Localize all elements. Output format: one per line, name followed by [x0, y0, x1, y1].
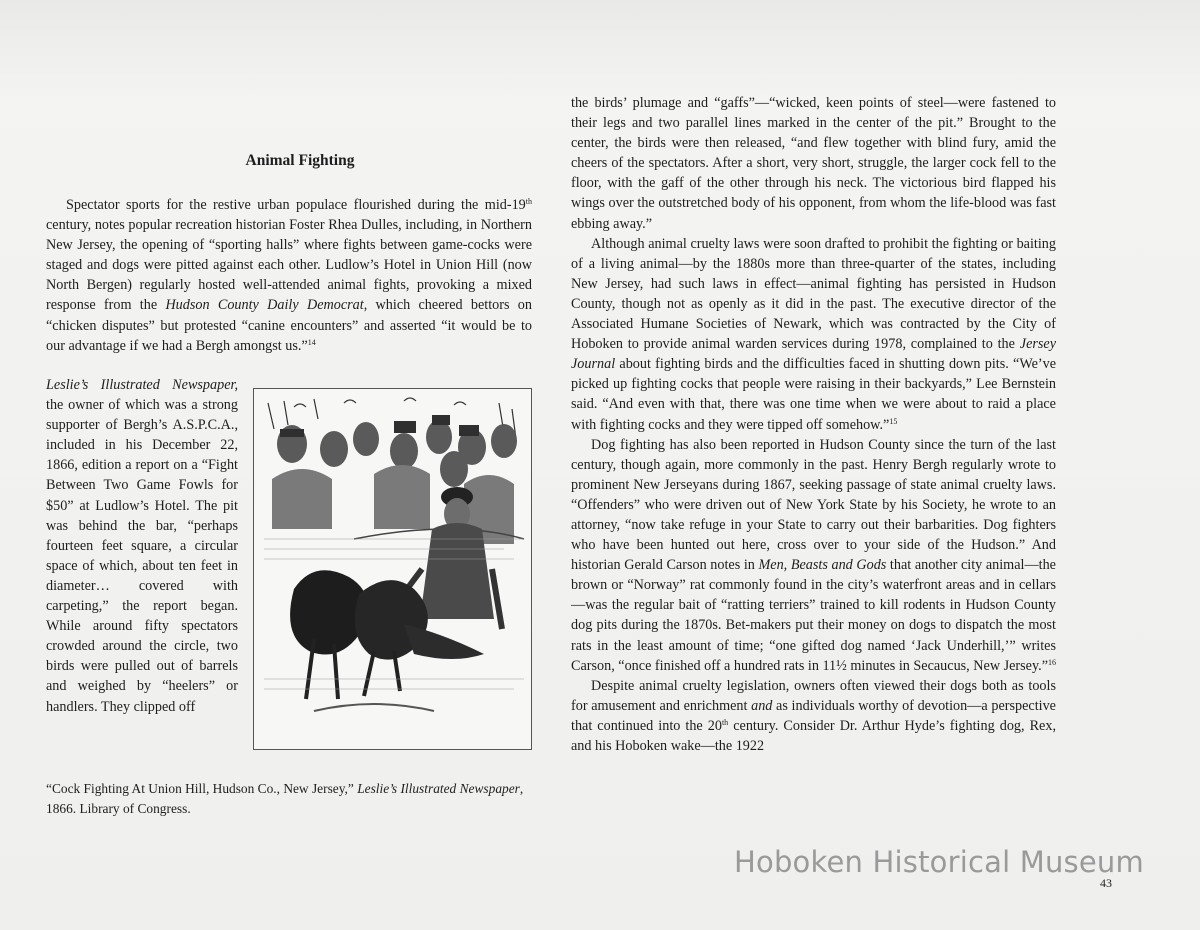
cockfight-engraving-image	[254, 389, 531, 749]
scan-shadow	[0, 0, 1200, 95]
engraving-illustration	[253, 388, 532, 750]
left-paragraph-1: Spectator sports for the restive urban populace flourished during the mid-19th century, notes popular recreation historian Foster Rhea Dulles, including, in Northern New Jersey, the opening of “sporting halls” where fights between game-cocks were staged and dogs were pitted against each other. Ludlow’s Hotel in Union Hill (now North Bergen) regularly hosted well-attended animal fights, provoking a mixed response from the Hudson County Daily Democrat, which cheered bettors on “chicken disputes” but protested “canine encounters” and asserted “it would be to our advantage if we had a Bergh amongst us.”$^{14}$	[46, 197, 532, 354]
right-paragraph-2: Although animal cruelty laws were soon drafted to prohibit the fighting or baiting of a living animal—by the 1880s more than three-quarter of the states, including New Jersey, had such laws in effect—animal fighting has persisted in Hudson County, though not as openly as it did in the past. The executive director of the Associated Humane Societies of Newark, which was contracted by the City of Hoboken to provide animal warden services during 1978, complained to the Jersey Journal about fighting birds and the difficulties faced in shutting down pits. “We’ve picked up fighting cocks that people were raising in their backyards,” Lee Bernstein said. “And even with that, there was one time when we were about to raid a place with fighting cocks and they were tipped off somehow.”$^{15}$	[571, 235, 1056, 433]
museum-watermark: Hoboken Historical Museum	[734, 845, 1144, 879]
right-paragraph-4: Despite animal cruelty legislation, owners often viewed their dogs both as tools for amusement and enrichment and as individuals worthy of devotion—a perspective that continued into the 20th century. Consider Dr. Arthur Hyde’s fighting dog, Rex, and his Hoboken wake—the 1922	[571, 677, 1056, 754]
right-column	[571, 93, 1056, 756]
right-paragraph-1: the birds’ plumage and “gaffs”—“wicked, keen points of steel—were fastened to their legs and two parallel lines marked in the center of the pit.” Brought to the center, the birds were then released, “and flew together with blind fury, amid the cheers of the spectators. After a short, very short, struggle, the larger cock fell to the floor, with the gaff of the other through his neck. The victorious bird flapped his wings over the outstretched body of his opponent, from whom the life-blood was fast ebbing away.”	[571, 95, 1056, 232]
section-heading: Animal Fighting	[245, 152, 355, 169]
right-paragraph-3: Dog fighting has also been reported in Hudson County since the turn of the last century, though again, more commonly in the past. Henry Bergh regularly wrote to prominent New Jerseyans during 1867, seeking passage of state animal cruelty laws. “Offenders” who were driven out of New York State by his Society, he wrote to an attorney, “now take refuge in your State to carry out their barbarities. Dog fighters who have been hunted out here, cross over to your side of the Hudson.” And historian Gerald Carson notes in Men, Beasts and Gods that another city animal—the brown or “Norway” rat commonly found in the city’s waterfront areas and in cellars—was the regular bait of “ratting terriers” trained to kill rodents in Hudson County dog pits during the 1870s. Bet-makers put their money on dogs to dispatch the most rats in the least amount of time; “one gifted dog named ‘Jack Underhill,’” writes Carson, “once finished off a hundred rats in 11½ minutes in Secaucus, New Jersey.”$^{16}$	[571, 436, 1056, 674]
left-column	[46, 195, 532, 356]
page-number: 43	[1100, 876, 1112, 890]
left-column-wrap-text	[46, 375, 238, 717]
footnote-ref: 15	[889, 416, 898, 426]
left-paragraph-2: Leslie’s Illustrated Newspaper, the owner of which was a strong supporter of Bergh’s A.S.P.C.A., included in his December 22, 1866, edition a report on a “Fight Between Two Game Fowls for $50” at Ludlow’s Hotel. The pit was behind the bar, “perhaps fourteen feet square, a circular space of which, about ten feet in diameter… covered with carpeting,” the report began. While around fifty spectators crowded around the circle, two birds were pulled out of barrels and weighed by “heelers” or handlers. They clipped off	[46, 377, 238, 715]
footnote-ref: 16	[1048, 657, 1056, 667]
footnote-ref: 14	[307, 337, 316, 347]
figure-caption: “Cock Fighting At Union Hill, Hudson Co., New Jersey,” Leslie’s Illustrated Newspaper, 1866. Library of Congress.	[46, 781, 524, 816]
